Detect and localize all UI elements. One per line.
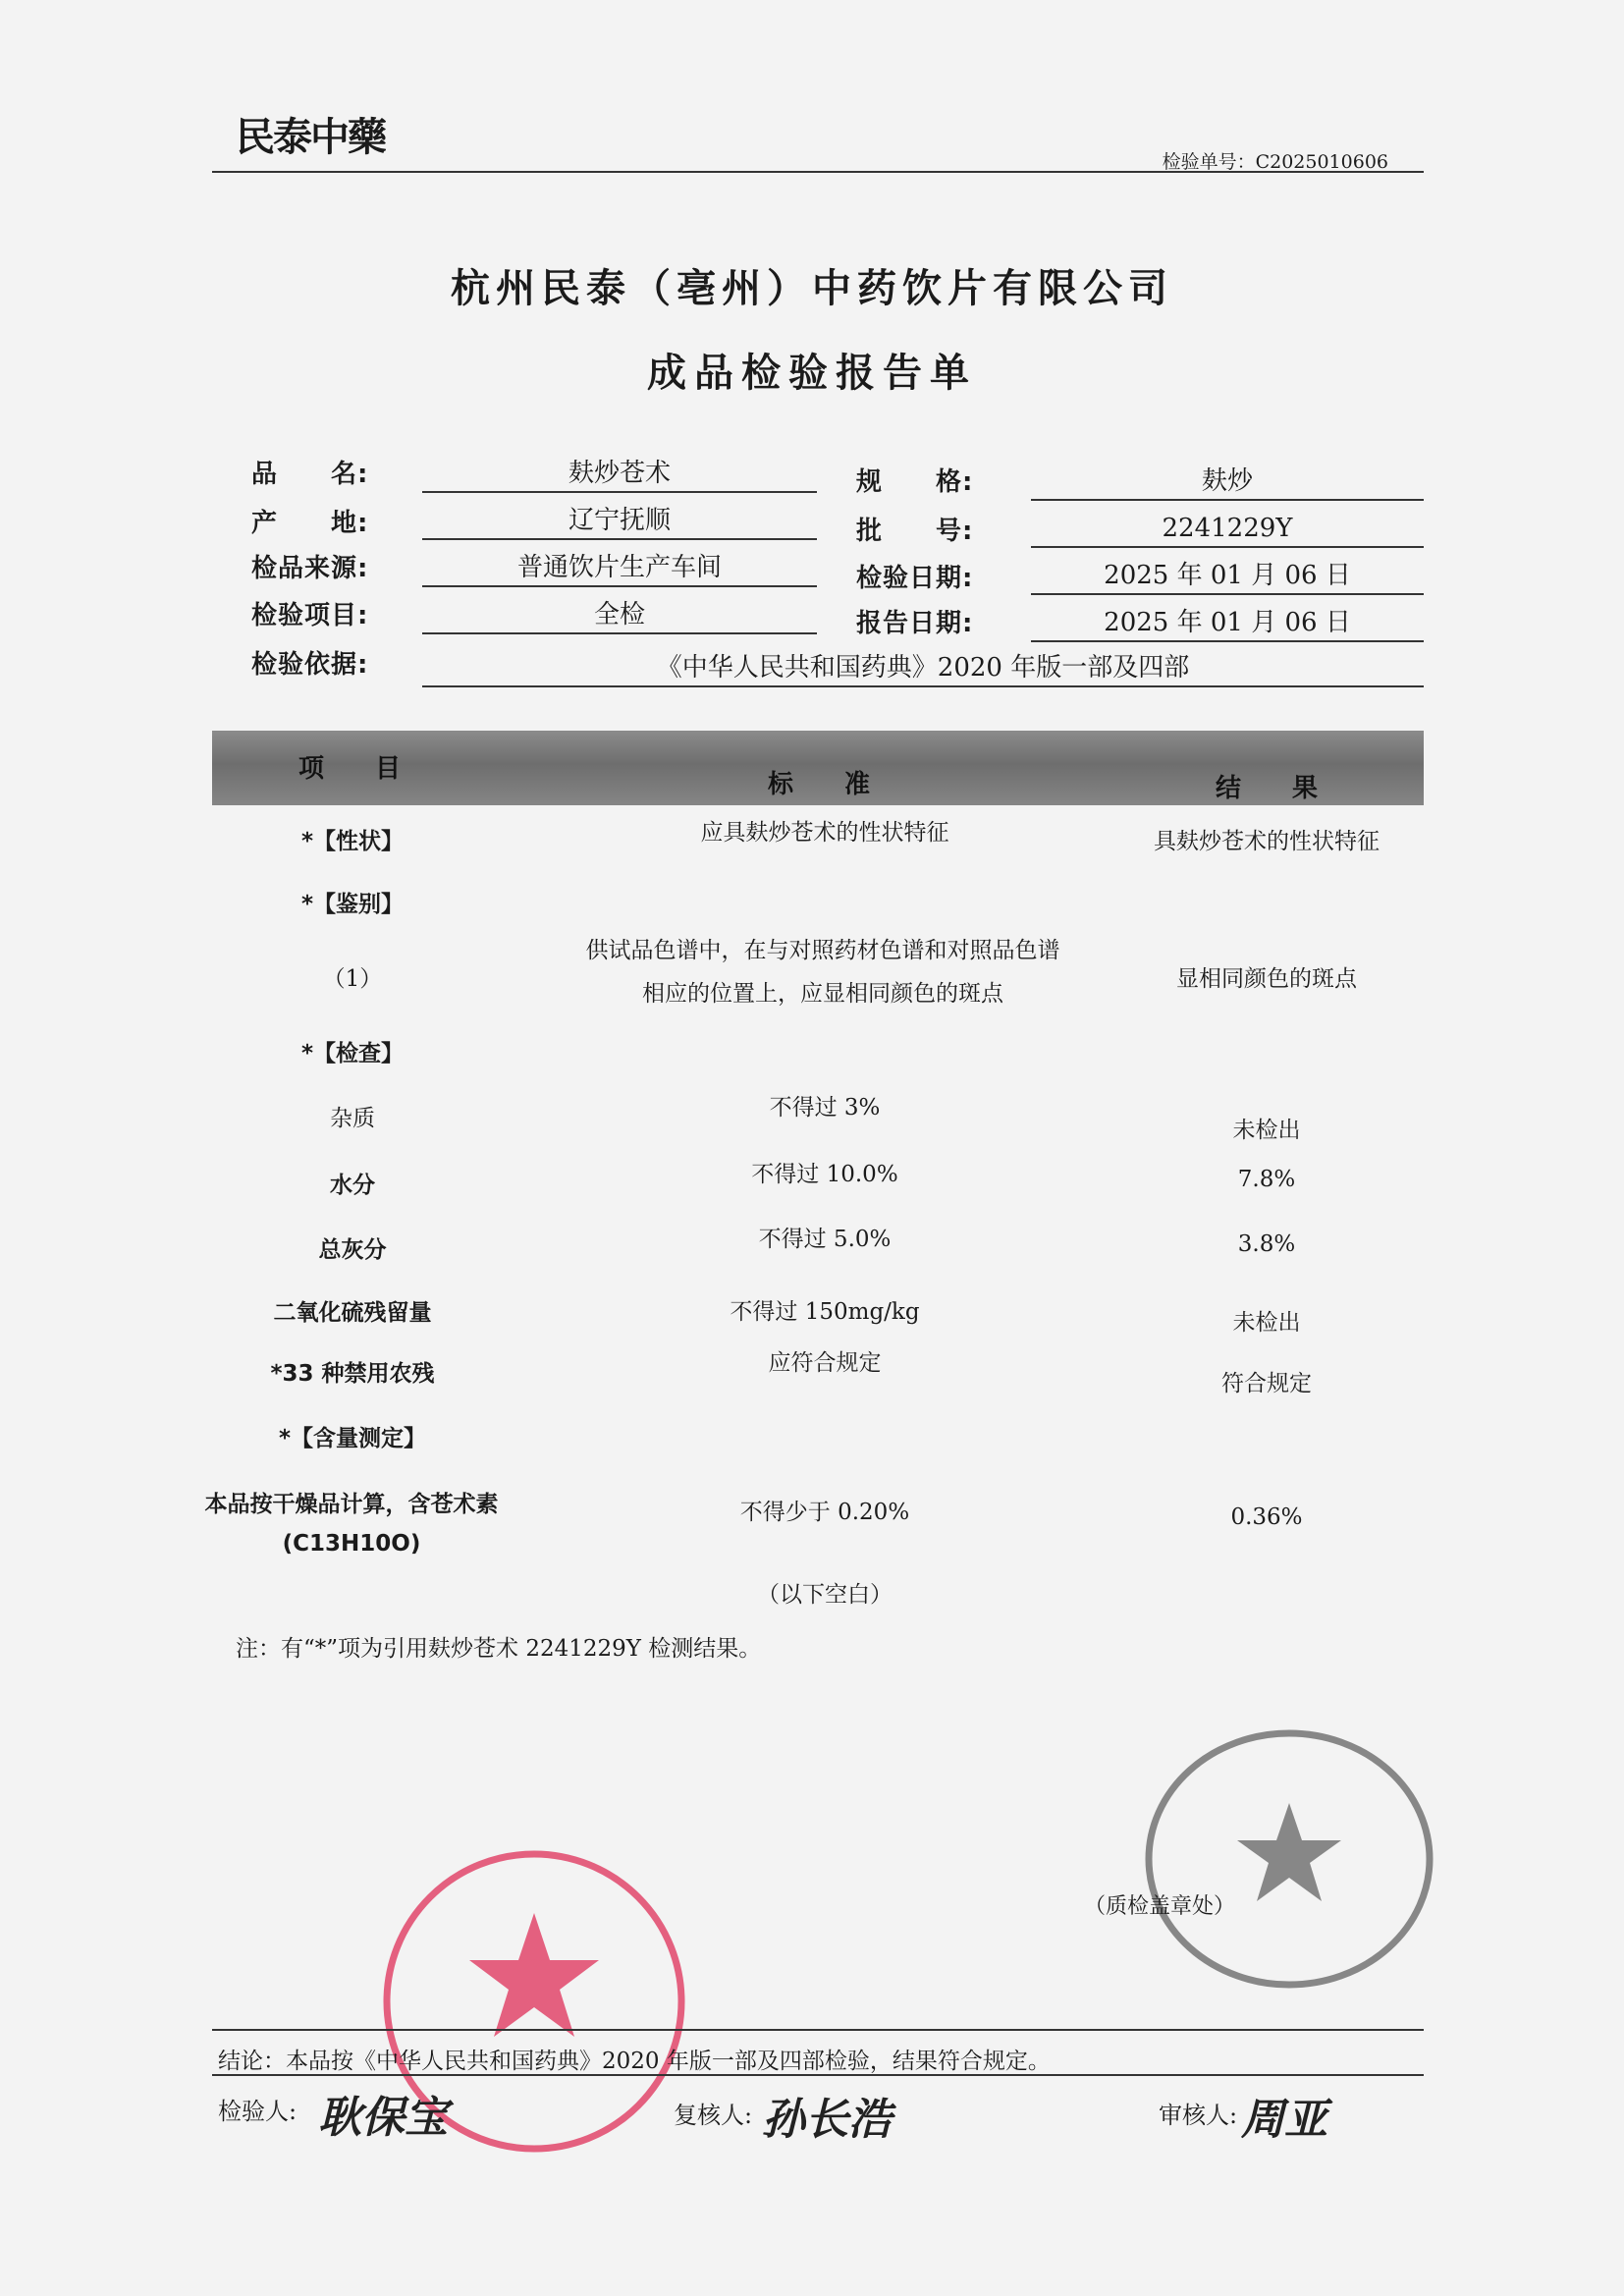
company-logo: 民泰中藥 bbox=[236, 115, 385, 160]
basis-value: 《中华人民共和国药典》2020 年版一部及四部 bbox=[422, 652, 1424, 687]
conclusion-text: 结论：本品按《中华人民共和国药典》2020 年版一部及四部检验，结果符合规定。 bbox=[218, 2049, 1051, 2074]
items-label: 检验项目: bbox=[251, 601, 369, 630]
table-row-item: 杂质 bbox=[330, 1106, 375, 1131]
table-row-standard: 不得过 10.0% bbox=[751, 1162, 898, 1187]
table-row-result: 未检出 bbox=[1232, 1310, 1301, 1336]
header-result: 结 果 bbox=[1216, 774, 1319, 803]
table-row-item: *33 种禁用农残 bbox=[270, 1361, 435, 1387]
reviewer-signature: 孙长浩 bbox=[762, 2095, 892, 2145]
table-row-item: （1） bbox=[322, 966, 383, 992]
origin-label: 产 地: bbox=[251, 509, 369, 538]
spec-label: 规 格: bbox=[856, 467, 974, 497]
batch-value: 2241229Y bbox=[1031, 513, 1424, 548]
document-title: 成品检验报告单 bbox=[647, 351, 977, 396]
table-row-result: 7.8% bbox=[1237, 1167, 1296, 1192]
batch-label: 批 号: bbox=[856, 517, 974, 546]
table-row-result: 显相同颜色的斑点 bbox=[1176, 966, 1357, 992]
auditor-signature: 周亚 bbox=[1241, 2095, 1327, 2145]
basis-label: 检验依据: bbox=[251, 650, 369, 680]
table-row-item: *【检查】 bbox=[300, 1041, 405, 1066]
table-row-item: 二氧化硫残留量 bbox=[273, 1300, 432, 1326]
table-row-standard: 不得过 5.0% bbox=[758, 1227, 892, 1252]
conclusion-top-rule bbox=[212, 2029, 1424, 2031]
table-row-standard: 应符合规定 bbox=[768, 1350, 882, 1376]
inspect-date-value: 2025 年 01 月 06 日 bbox=[1031, 560, 1424, 595]
footnote: 注：有“*”项为引用麸炒苍术 2241229Y 检测结果。 bbox=[236, 1636, 762, 1662]
table-row-result: 3.8% bbox=[1237, 1231, 1296, 1257]
inspector-label: 检验人: bbox=[218, 2098, 298, 2125]
table-row-item: 总灰分 bbox=[318, 1237, 387, 1263]
conclusion-bottom-rule bbox=[212, 2074, 1424, 2076]
inspector-signature: 耿保宝 bbox=[318, 2093, 448, 2143]
table-row-standard: 供试品色谱中，在与对照药材色谱和对照品色谱相应的位置上，应显相同颜色的斑点 bbox=[585, 938, 1060, 1007]
table-row-result: 未检出 bbox=[1232, 1118, 1301, 1143]
reviewer-label: 复核人: bbox=[674, 2102, 753, 2129]
auditor-label: 审核人: bbox=[1159, 2102, 1238, 2129]
header-item: 项 目 bbox=[298, 754, 402, 784]
product-name-label: 品 名: bbox=[251, 460, 369, 489]
table-row-item: 本品按干燥品计算，含苍术素(C13H10O) bbox=[204, 1492, 499, 1557]
table-row-item: *【鉴别】 bbox=[300, 892, 405, 917]
table-row-item: *【含量测定】 bbox=[278, 1426, 427, 1451]
product-name-value: 麸炒苍术 bbox=[422, 458, 817, 493]
blank-note: （以下空白） bbox=[757, 1582, 893, 1608]
company-name: 杭州民泰（亳州）中药饮片有限公司 bbox=[451, 266, 1173, 311]
table-row-standard: 不得少于 0.20% bbox=[739, 1500, 910, 1525]
header-standard: 标 准 bbox=[768, 770, 871, 799]
items-value: 全检 bbox=[422, 599, 817, 634]
qc-seal-label: （质检盖章处） bbox=[1084, 1894, 1236, 1919]
table-row-item: 水分 bbox=[330, 1173, 375, 1198]
header-divider bbox=[212, 171, 1424, 173]
report-number: 检验单号：C2025010606 bbox=[1162, 151, 1388, 173]
report-date-value: 2025 年 01 月 06 日 bbox=[1031, 607, 1424, 642]
table-header bbox=[212, 731, 1424, 805]
spec-value: 麸炒 bbox=[1031, 465, 1424, 501]
report-date-label: 报告日期: bbox=[856, 609, 974, 638]
table-row-result: 0.36% bbox=[1230, 1504, 1303, 1530]
source-label: 检品来源: bbox=[251, 554, 369, 583]
table-row-result: 具麸炒苍术的性状特征 bbox=[1154, 829, 1380, 854]
table-row-standard: 应具麸炒苍术的性状特征 bbox=[700, 820, 949, 846]
table-row-item: *【性状】 bbox=[300, 829, 405, 854]
source-value: 普通饮片生产车间 bbox=[422, 552, 817, 587]
origin-value: 辽宁抚顺 bbox=[422, 505, 817, 540]
table-row-result: 符合规定 bbox=[1221, 1371, 1312, 1396]
table-row-standard: 不得过 3% bbox=[769, 1095, 881, 1121]
inspection-seal-icon bbox=[1141, 1724, 1437, 1994]
table-row-standard: 不得过 150mg/kg bbox=[730, 1299, 920, 1325]
inspect-date-label: 检验日期: bbox=[856, 564, 974, 593]
